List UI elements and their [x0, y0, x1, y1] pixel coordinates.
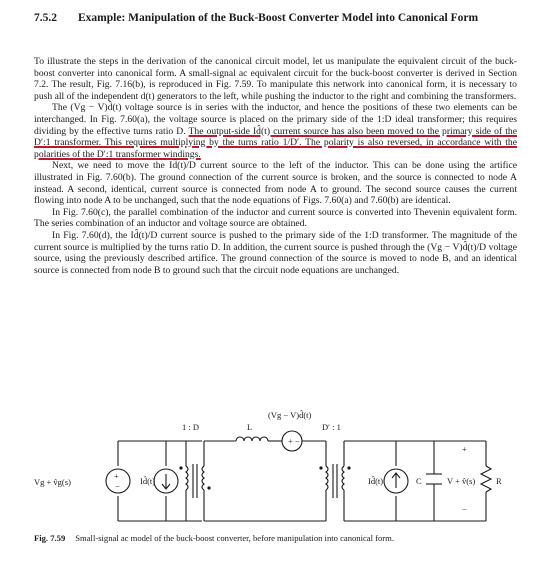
output-minus: − — [462, 504, 467, 514]
section-heading — [34, 12, 514, 24]
transformer-right-ratio: D′ : 1 — [322, 422, 341, 432]
caption-number: Fig. 7.59 — [34, 533, 66, 543]
caption-text: Small-signal ac model of the buck-boost converter, before manipulation into canonical form. — [75, 533, 395, 543]
series-plus: + — [288, 436, 293, 446]
series-source-label: (Vg − V)d̂(t) — [268, 410, 312, 420]
current-source-right-label: Id̂(t) — [368, 476, 384, 486]
source-minus: − — [115, 481, 120, 491]
inductor-label: L — [247, 422, 253, 432]
output-voltage-label: V + v̂(s) — [447, 476, 476, 486]
section-title: Example: Manipulation of the Buck-Boost Converter Model into Canonical Form — [78, 12, 479, 24]
capacitor-label: C — [416, 476, 422, 486]
paragraph-current-source: Next, we need to move the Id̂(t)/D current source to the left of the inductor. This can be done using the artifice illustrated in Fig. 7.60(b). The ground connection of the current source is broken, and the source is connected to node A instead. A second, identical, current source is connected from node A to ground. The second source causes the current flowing into node A to be unchanged, such that the node equations of Figs. 7.60(a) and 7.60(b) are identical. — [34, 160, 517, 207]
paragraph-transformer-push: In Fig. 7.60(d), the Id̂(t)/D current source is pushed to the primary side of the 1:D transformer. The magnitude of the current source is multiplied by the turns ratio D. In addition, the current source is pushed through the (Vg − V)d̂(t)/D voltage source, using the previously described artifice. The ground connection of the source is moved to node B, and an identical source is connected from node B to ground such that the circuit node equations are unchanged. — [34, 229, 517, 276]
current-source-left-label: Id̂(t) — [140, 476, 156, 486]
body-text — [34, 56, 517, 276]
highlighted-passage: The output-side Id̂(t) current source has also been moved to the primary side of the D′:1 transformer. This requires multiplying by the turns ratio 1/D′. The polarity is also reversed, in accordance with the polarities of the D′:1 transformer windings. — [34, 125, 517, 160]
transformer-left-ratio: 1 : D — [182, 422, 199, 432]
figure-caption — [34, 533, 514, 543]
input-source-label: Vg + v̂g(s) — [34, 477, 71, 487]
section-number: 7.5.2 — [34, 12, 57, 24]
paragraph-voltage-source: The (Vg − V)d̂(t) voltage source is in series with the inductor, and hence the positions of these two elements can be interchanged. In Fig. 7.60(a), the voltage source is placed on the primary side of the 1:D ideal transformer; this requires dividing by the effective turns ratio D. The output-side Id̂(t) current source has also been moved to the primary side of the D′:1 transformer. This requires multiplying by the turns ratio 1/D′. The polarity is also reversed, in accordance with the polarities of the D′:1 transformer windings. — [34, 102, 517, 160]
output-plus: + — [462, 444, 467, 454]
source-plus: + — [114, 471, 119, 481]
paragraph-thevenin: In Fig. 7.60(c), the parallel combination of the inductor and current source is converted into Thevenin equivalent form. The series combination of an inductor and voltage source are obtained. — [34, 206, 517, 230]
circuit-diagram — [0, 400, 540, 532]
series-minus: − — [295, 436, 300, 446]
paragraph-intro: To illustrate the steps in the derivation of the canonical circuit model, let us manipulate the equivalent circuit of the buck-boost converter into canonical form. A small-signal ac equivalent circuit for the buck-boost converter is derived in Section 7.2. The result, Fig. 7.16(b), is reproduced in Fig. 7.59. To manipulate this network into canonical form, it is necessary to push all of the independent d(t) generators to the left, while pushing the inductor to the right and combining the transformers. — [34, 56, 517, 102]
resistor-label: R — [496, 476, 502, 486]
